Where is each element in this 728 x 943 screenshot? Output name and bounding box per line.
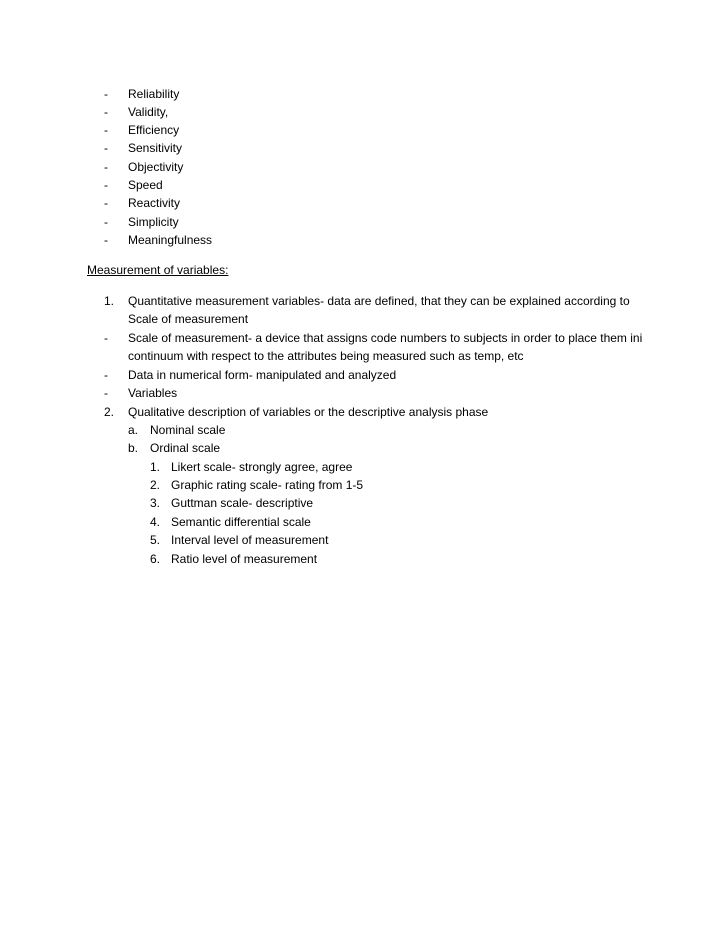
dash-item-scale-line1: Scale of measurement- a device that assigns code numbers to subjects in order to place them ini (128, 331, 643, 345)
bullet-item-objectivity: Objectivity (128, 160, 184, 174)
dash-marker: - (104, 368, 108, 382)
item1-line1: Quantitative measurement variables- data are defined, that they can be explained according to (128, 294, 630, 308)
letter-marker: b. (128, 441, 139, 455)
bullet-item-efficiency: Efficiency (128, 123, 180, 137)
ordinal-item-interval: Interval level of measurement (171, 533, 329, 547)
bullet-item-validity: Validity, (128, 105, 169, 119)
ordinal-marker: 2. (150, 478, 161, 492)
ordinal-item-likert: Likert scale- strongly agree, agree (171, 460, 353, 474)
sub-item-ordinal: Ordinal scale (150, 441, 221, 455)
numbered-marker: 1. (104, 294, 115, 308)
ordinal-item-graphic: Graphic rating scale- rating from 1-5 (171, 478, 364, 492)
letter-marker: a. (128, 423, 139, 437)
bullet-item-meaningfulness: Meaningfulness (128, 233, 213, 247)
bullet-marker: - (104, 196, 108, 210)
bullet-marker: - (104, 160, 108, 174)
ordinal-marker: 6. (150, 552, 161, 566)
dash-marker: - (104, 331, 108, 345)
dash-item-data: Data in numerical form- manipulated and analyzed (128, 368, 397, 382)
bullet-marker: - (104, 123, 108, 137)
bullet-item-sensitivity: Sensitivity (128, 141, 183, 155)
dash-item-scale-line2: continuum with respect to the attributes being measured such as temp, etc (128, 349, 524, 363)
bullet-item-speed: Speed (128, 178, 163, 192)
bullet-marker: - (104, 105, 108, 119)
bullet-marker: - (104, 87, 108, 101)
ordinal-marker: 5. (150, 533, 161, 547)
bullet-item-reactivity: Reactivity (128, 196, 181, 210)
dash-marker: - (104, 386, 108, 400)
bullet-item-simplicity: Simplicity (128, 215, 179, 229)
bullet-item-reliability: Reliability (128, 87, 180, 101)
section-heading: Measurement of variables: (87, 263, 229, 277)
bullet-marker: - (104, 178, 108, 192)
numbered-marker: 2. (104, 405, 115, 419)
bullet-marker: - (104, 233, 108, 247)
ordinal-marker: 1. (150, 460, 161, 474)
sub-item-nominal: Nominal scale (150, 423, 226, 437)
item1-line2: Scale of measurement (128, 312, 249, 326)
ordinal-marker: 3. (150, 496, 161, 510)
ordinal-item-semantic: Semantic differential scale (171, 515, 311, 529)
ordinal-marker: 4. (150, 515, 161, 529)
ordinal-item-ratio: Ratio level of measurement (171, 552, 318, 566)
bullet-marker: - (104, 215, 108, 229)
ordinal-item-guttman: Guttman scale- descriptive (171, 496, 314, 510)
dash-item-variables: Variables (128, 386, 178, 400)
item2-text: Qualitative description of variables or the descriptive analysis phase (128, 405, 489, 419)
bullet-marker: - (104, 141, 108, 155)
